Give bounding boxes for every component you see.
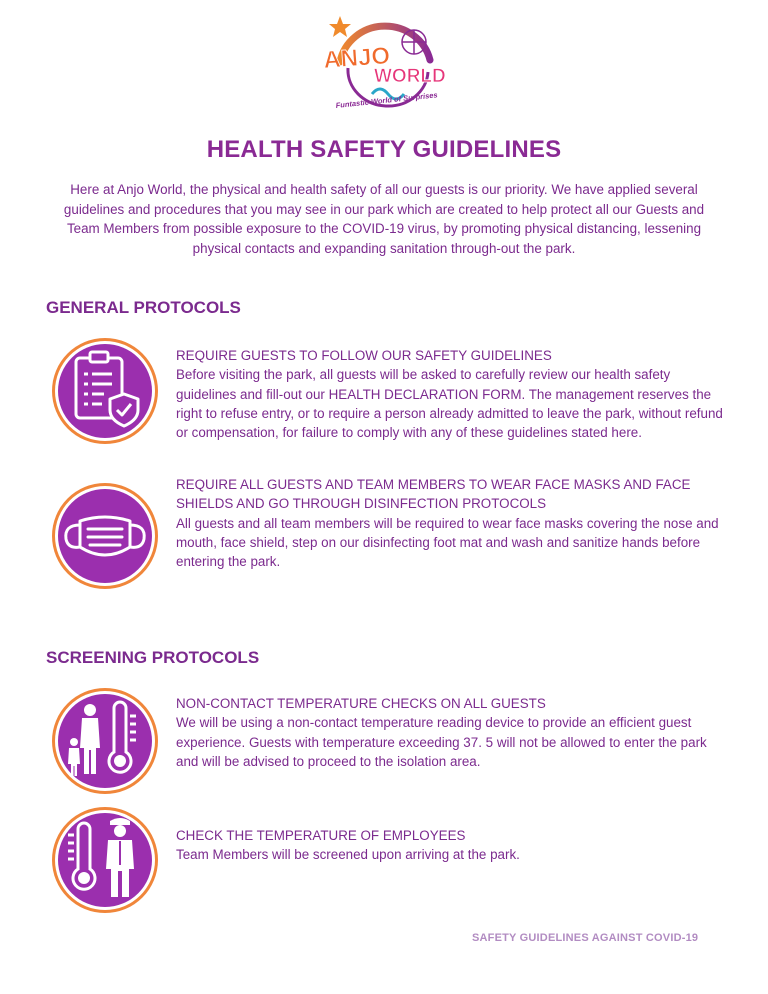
- item-body: We will be using a non-contact temperature reading device to provide an efficient guest experience. Guests with temperature exceeding 37. 5 will not be allowed to enter the park and will be advised to proceed to the isolation area.: [176, 715, 707, 769]
- general-protocols-heading: GENERAL PROTOCOLS: [46, 298, 241, 317]
- general-item-2: [176, 475, 726, 571]
- logo-tagline: Funtastic World of Surprises: [335, 90, 439, 110]
- ferris-wheel-icon: [402, 30, 426, 54]
- intro-paragraph: Here at Anjo World, the physical and health safety of all our guests is our priority. We have applied several guidelines and procedures that you may see in our park which are created to help protect all our Guests and Team Members from possible exposure to the COVID-19 virus, by promoting physical distancing, lessening physical contacts and expanding sanitation through-out the park.: [63, 182, 705, 257]
- item-body: Team Members will be screened upon arriving at the park.: [176, 847, 520, 863]
- item-heading: REQUIRE ALL GUESTS AND TEAM MEMBERS TO WEAR FACE MASKS AND FACE SHIELDS AND GO THROUGH DISINFECTION PROTOCOLS: [176, 477, 691, 512]
- logo-line1: ANJO: [322, 42, 391, 74]
- item-body: All guests and all team members will be required to wear face masks covering the nose and mouth, face shield, step on our disinfecting foot mat and wash and sanitize hands before entering the park.: [176, 515, 719, 570]
- general-item-1: [176, 346, 726, 442]
- family-thermometer-icon: [50, 686, 160, 796]
- screening-protocols-heading: SCREENING PROTOCOLS: [46, 648, 260, 667]
- item-heading: CHECK THE TEMPERATURE OF EMPLOYEES: [176, 828, 466, 843]
- screening-item-2: [176, 826, 726, 865]
- item-body: Before visiting the park, all guests will be asked to carefully review our health safety guidelines and fill-out our HEALTH DECLARATION FORM. The management reserves the right to refuse entry, or to require a person already admitted to leave the park, without refund or compensation, for failure to comply with any of these guidelines stated here.: [176, 367, 723, 441]
- item-heading: NON-CONTACT TEMPERATURE CHECKS ON ALL GUESTS: [176, 696, 546, 711]
- footer-caption: SAFETY GUIDELINES AGAINST COVID-19: [472, 932, 699, 944]
- employee-thermometer-icon: [50, 805, 160, 915]
- screening-item-1: [176, 694, 726, 771]
- item-heading: REQUIRE GUESTS TO FOLLOW OUR SAFETY GUIDELINES: [176, 348, 552, 363]
- face-mask-icon: [50, 481, 160, 591]
- star-icon: [329, 16, 351, 37]
- logo-line2: WORLD: [374, 66, 446, 87]
- clipboard-shield-icon: [50, 336, 160, 446]
- page-title: HEALTH SAFETY GUIDELINES: [206, 136, 562, 163]
- anjo-world-logo: [318, 10, 454, 122]
